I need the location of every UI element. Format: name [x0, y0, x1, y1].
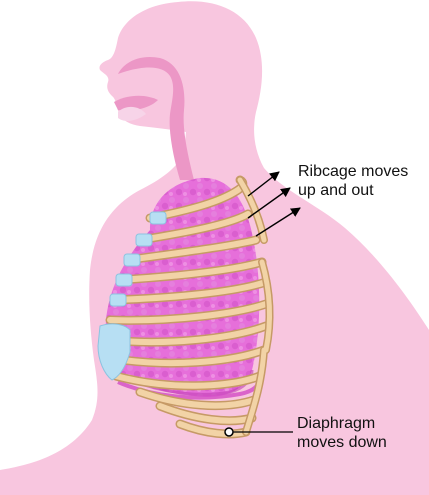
ribcage-label-line2: up and out [298, 182, 374, 199]
ribcage-label [298, 162, 408, 200]
diaphragm-label-line1: Diaphragm [297, 415, 376, 432]
pointer-dot [225, 428, 233, 436]
diaphragm-label-line2: moves down [297, 434, 387, 451]
ribcage-label-line1: Ribcage moves [298, 163, 409, 180]
diaphragm-label [297, 414, 387, 452]
